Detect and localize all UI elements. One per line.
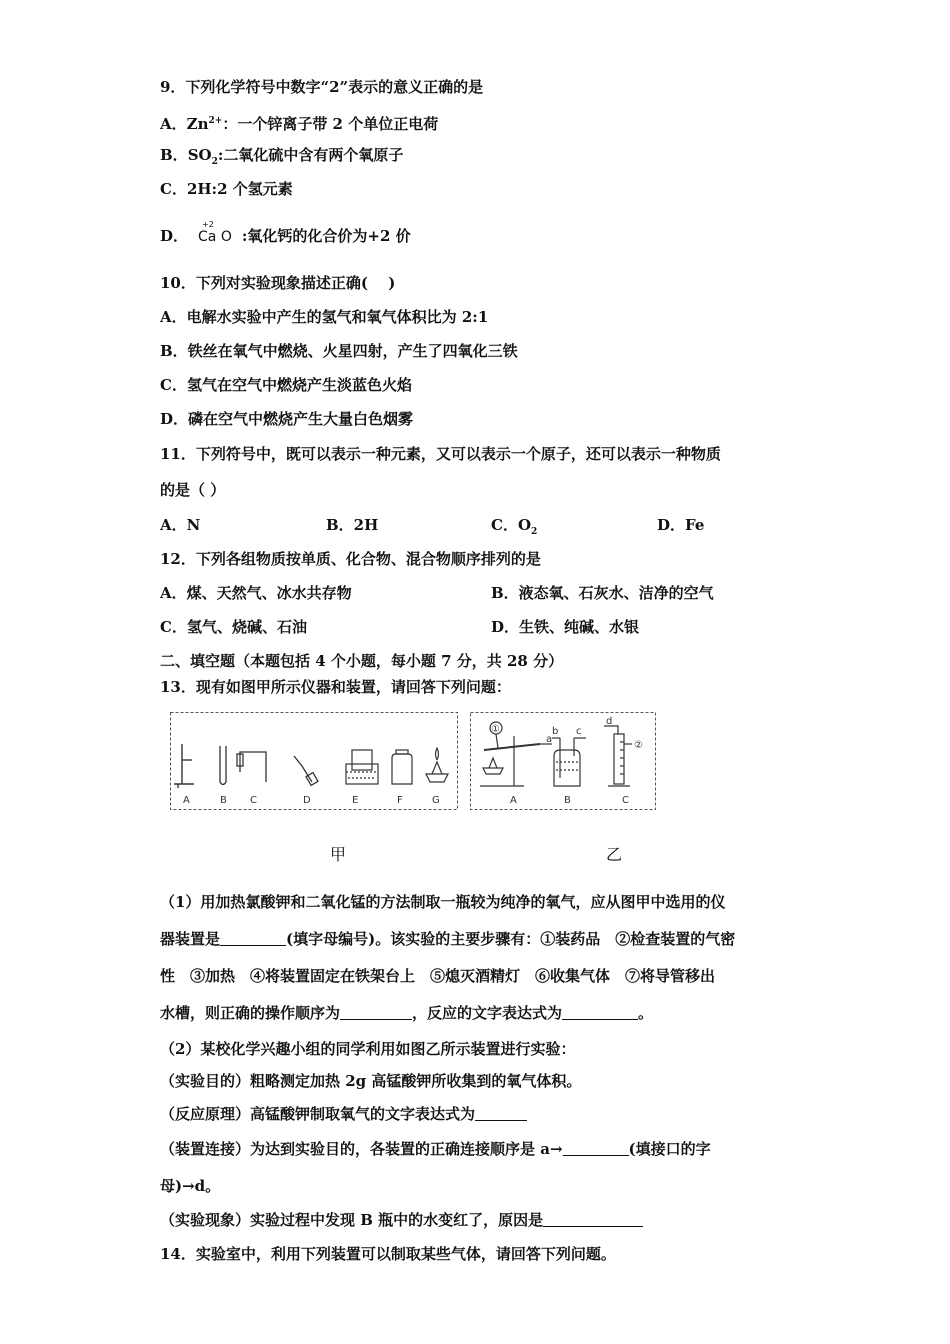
answer-blank-connection[interactable] [563, 1141, 629, 1156]
alcohol-lamp-drawing [426, 748, 448, 782]
q11-option-d: D．Fe [657, 516, 705, 534]
q10-option-b: B．铁丝在氧气中燃烧、火星四射，产生了四氧化三铁 [160, 342, 518, 360]
q9-option-a [160, 111, 438, 134]
q10-option-a: A．电解水实验中产生的氢气和氧气体积比为 2:1 [160, 308, 489, 326]
q11-stem-line1: 11．下列符号中，既可以表示一种元素，又可以表示一个原子，还可以表示一种物质 [160, 445, 721, 463]
q11-option-c [491, 515, 537, 542]
q9-d-formula: Ca O [198, 229, 232, 245]
q9-a-text: ：一个锌离子带 2 个单位正电荷 [222, 115, 439, 133]
q12-option-d: D．生铁、纯碱、水银 [491, 618, 640, 636]
yi-port-c: c [576, 726, 582, 737]
jia-label-b: B [220, 795, 227, 806]
q9-option-b [160, 145, 403, 172]
jia-label-e: E [352, 795, 359, 806]
figure-yi [470, 712, 656, 810]
q10-option-c: C．氢气在空气中燃烧产生淡蓝色火焰 [160, 376, 412, 394]
q9-d-label: D． [160, 227, 189, 245]
q9-b-symbol: SO [187, 146, 212, 164]
yi-label-c: C [622, 795, 629, 806]
q13-p1-line4-end: 。 [638, 1004, 654, 1022]
q13-p2-connection-end: (填接口的字 [628, 1140, 711, 1158]
answer-blank-order[interactable] [340, 1005, 412, 1020]
q13-p2-principle-text: （反应原理）高锰酸钾制取氧气的文字表达式为 [160, 1105, 476, 1123]
q13-p2-phenomenon [160, 1210, 643, 1230]
q9-d-valence: +2 [202, 220, 214, 229]
q14-stem: 14．实验室中，利用下列装置可以制取某些气体，请回答下列问题。 [160, 1245, 616, 1263]
yi-port-b: b [552, 726, 559, 737]
q9-b-text: :二氧化硫中含有两个氧原子 [217, 146, 404, 164]
q13-stem: 13．现有如图甲所示仪器和装置，请回答下列问题： [160, 678, 511, 696]
q11-option-a: A．N [160, 516, 201, 534]
q9-b-label: B． [160, 146, 188, 164]
q10-option-d: D．磷在空气中燃烧产生大量白色烟雾 [160, 410, 414, 428]
q12-stem: 12．下列各组物质按单质、化合物、混合物顺序排列的是 [160, 550, 541, 568]
q13-p2-connection-line2: 母)→d。 [160, 1177, 221, 1195]
yi-port-d: d [606, 716, 613, 727]
q13-p1-line4-mid: ，反应的文字表达式为 [412, 1004, 563, 1022]
answer-blank-reason[interactable] [543, 1212, 643, 1227]
jia-label-d: D [303, 795, 311, 806]
q12-option-c: C．氢气、烧碱、石油 [160, 618, 307, 636]
q13-p2-line1: （2）某校化学兴趣小组的同学利用如图乙所示装置进行实验： [160, 1040, 576, 1058]
water-trough-drawing [346, 750, 378, 784]
q9-option-d [160, 220, 411, 247]
q9-a-charge: 2+ [208, 116, 223, 126]
yi-label-b: B [564, 795, 571, 806]
yi-mark-1: ① [491, 724, 500, 735]
q12-option-a: A．煤、天然气、冰水共存物 [160, 584, 352, 602]
q13-p2-principle [160, 1104, 527, 1124]
q13-p2-purpose: （实验目的）粗略测定加热 2g 高锰酸钾所收集到的氧气体积。 [160, 1072, 582, 1090]
stopper-tube-drawing [294, 756, 318, 785]
yi-port-a: a [546, 734, 553, 745]
figure-jia-labels [183, 795, 440, 806]
answer-blank-equation[interactable] [562, 1005, 638, 1020]
jia-label-a: A [183, 795, 190, 806]
section-2-heading: 二、填空题（本题包括 4 个小题，每小题 7 分，共 28 分） [160, 652, 564, 670]
yi-label-a: A [510, 795, 517, 806]
q9-stem: 9．下列化学符号中数字“2”表示的意义正确的是 [160, 78, 484, 96]
q11-option-b: B．2H [326, 516, 379, 534]
q13-p1-line2 [160, 929, 735, 949]
caption-jia: 甲 [330, 845, 347, 864]
answer-blank-principle[interactable] [475, 1106, 527, 1121]
graduated-cylinder-drawing [604, 726, 632, 786]
q12-option-b: B．液态氧、石灰水、洁净的空气 [491, 584, 714, 602]
figure-yi-labels [510, 795, 629, 806]
q13-p1-line4 [160, 1003, 653, 1023]
q9-d-text: :氧化钙的化合价为+2 价 [241, 227, 411, 245]
q10-stem: 10．下列对实验现象描述正确( ) [160, 274, 396, 292]
q9-a-symbol: Zn [186, 115, 209, 133]
q13-p1-line2-end: (填字母编号)。该实验的主要步骤有：①装药品 ②检查装置的气密 [286, 930, 736, 948]
figure-jia-border [171, 713, 458, 810]
q13-p1-line4-start: 水槽，则正确的操作顺序为 [160, 1004, 341, 1022]
figure-jia [170, 712, 458, 810]
iron-stand-drawing [174, 744, 194, 788]
bent-tube-drawing [237, 752, 266, 782]
q13-p1-line1: （1）用加热氯酸钾和二氧化锰的方法制取一瓶较为纯净的氧气，应从图甲中选用的仪 [160, 893, 726, 911]
test-tube-drawing [220, 746, 226, 785]
q13-p2-connection [160, 1139, 711, 1159]
q13-p2-connection-start: （装置连接）为达到实验目的，各装置的正确连接顺序是 a→ [160, 1140, 563, 1158]
q9-a-label: A． [160, 115, 187, 133]
q11-c-subscript: 2 [531, 527, 538, 537]
jia-label-c: C [250, 795, 257, 806]
q9-b-subscript: 2 [211, 157, 218, 167]
q13-p2-phenomenon-text: （实验现象）实验过程中发现 B 瓶中的水变红了，原因是 [160, 1211, 544, 1229]
q9-d-formula-wrap [198, 220, 232, 247]
jia-label-f: F [397, 795, 403, 806]
caption-yi: 乙 [606, 845, 623, 864]
q11-c-label: C．O [491, 516, 532, 534]
yi-mark-2: ② [634, 740, 643, 751]
q13-p1-line2-start: 器装置是 [160, 930, 221, 948]
q13-p1-line3: 性 ③加热 ④将装置固定在铁架台上 ⑤熄灭酒精灯 ⑥收集气体 ⑦将导管移出 [160, 967, 716, 985]
jia-label-g: G [432, 795, 440, 806]
answer-blank-apparatus[interactable] [220, 931, 286, 946]
gas-jar-drawing [392, 750, 412, 784]
gas-bottle-drawing [552, 738, 586, 786]
q9-option-c: C．2H:2 个氢元素 [160, 180, 293, 198]
q11-stem-line2: 的是（ ） [160, 481, 226, 499]
